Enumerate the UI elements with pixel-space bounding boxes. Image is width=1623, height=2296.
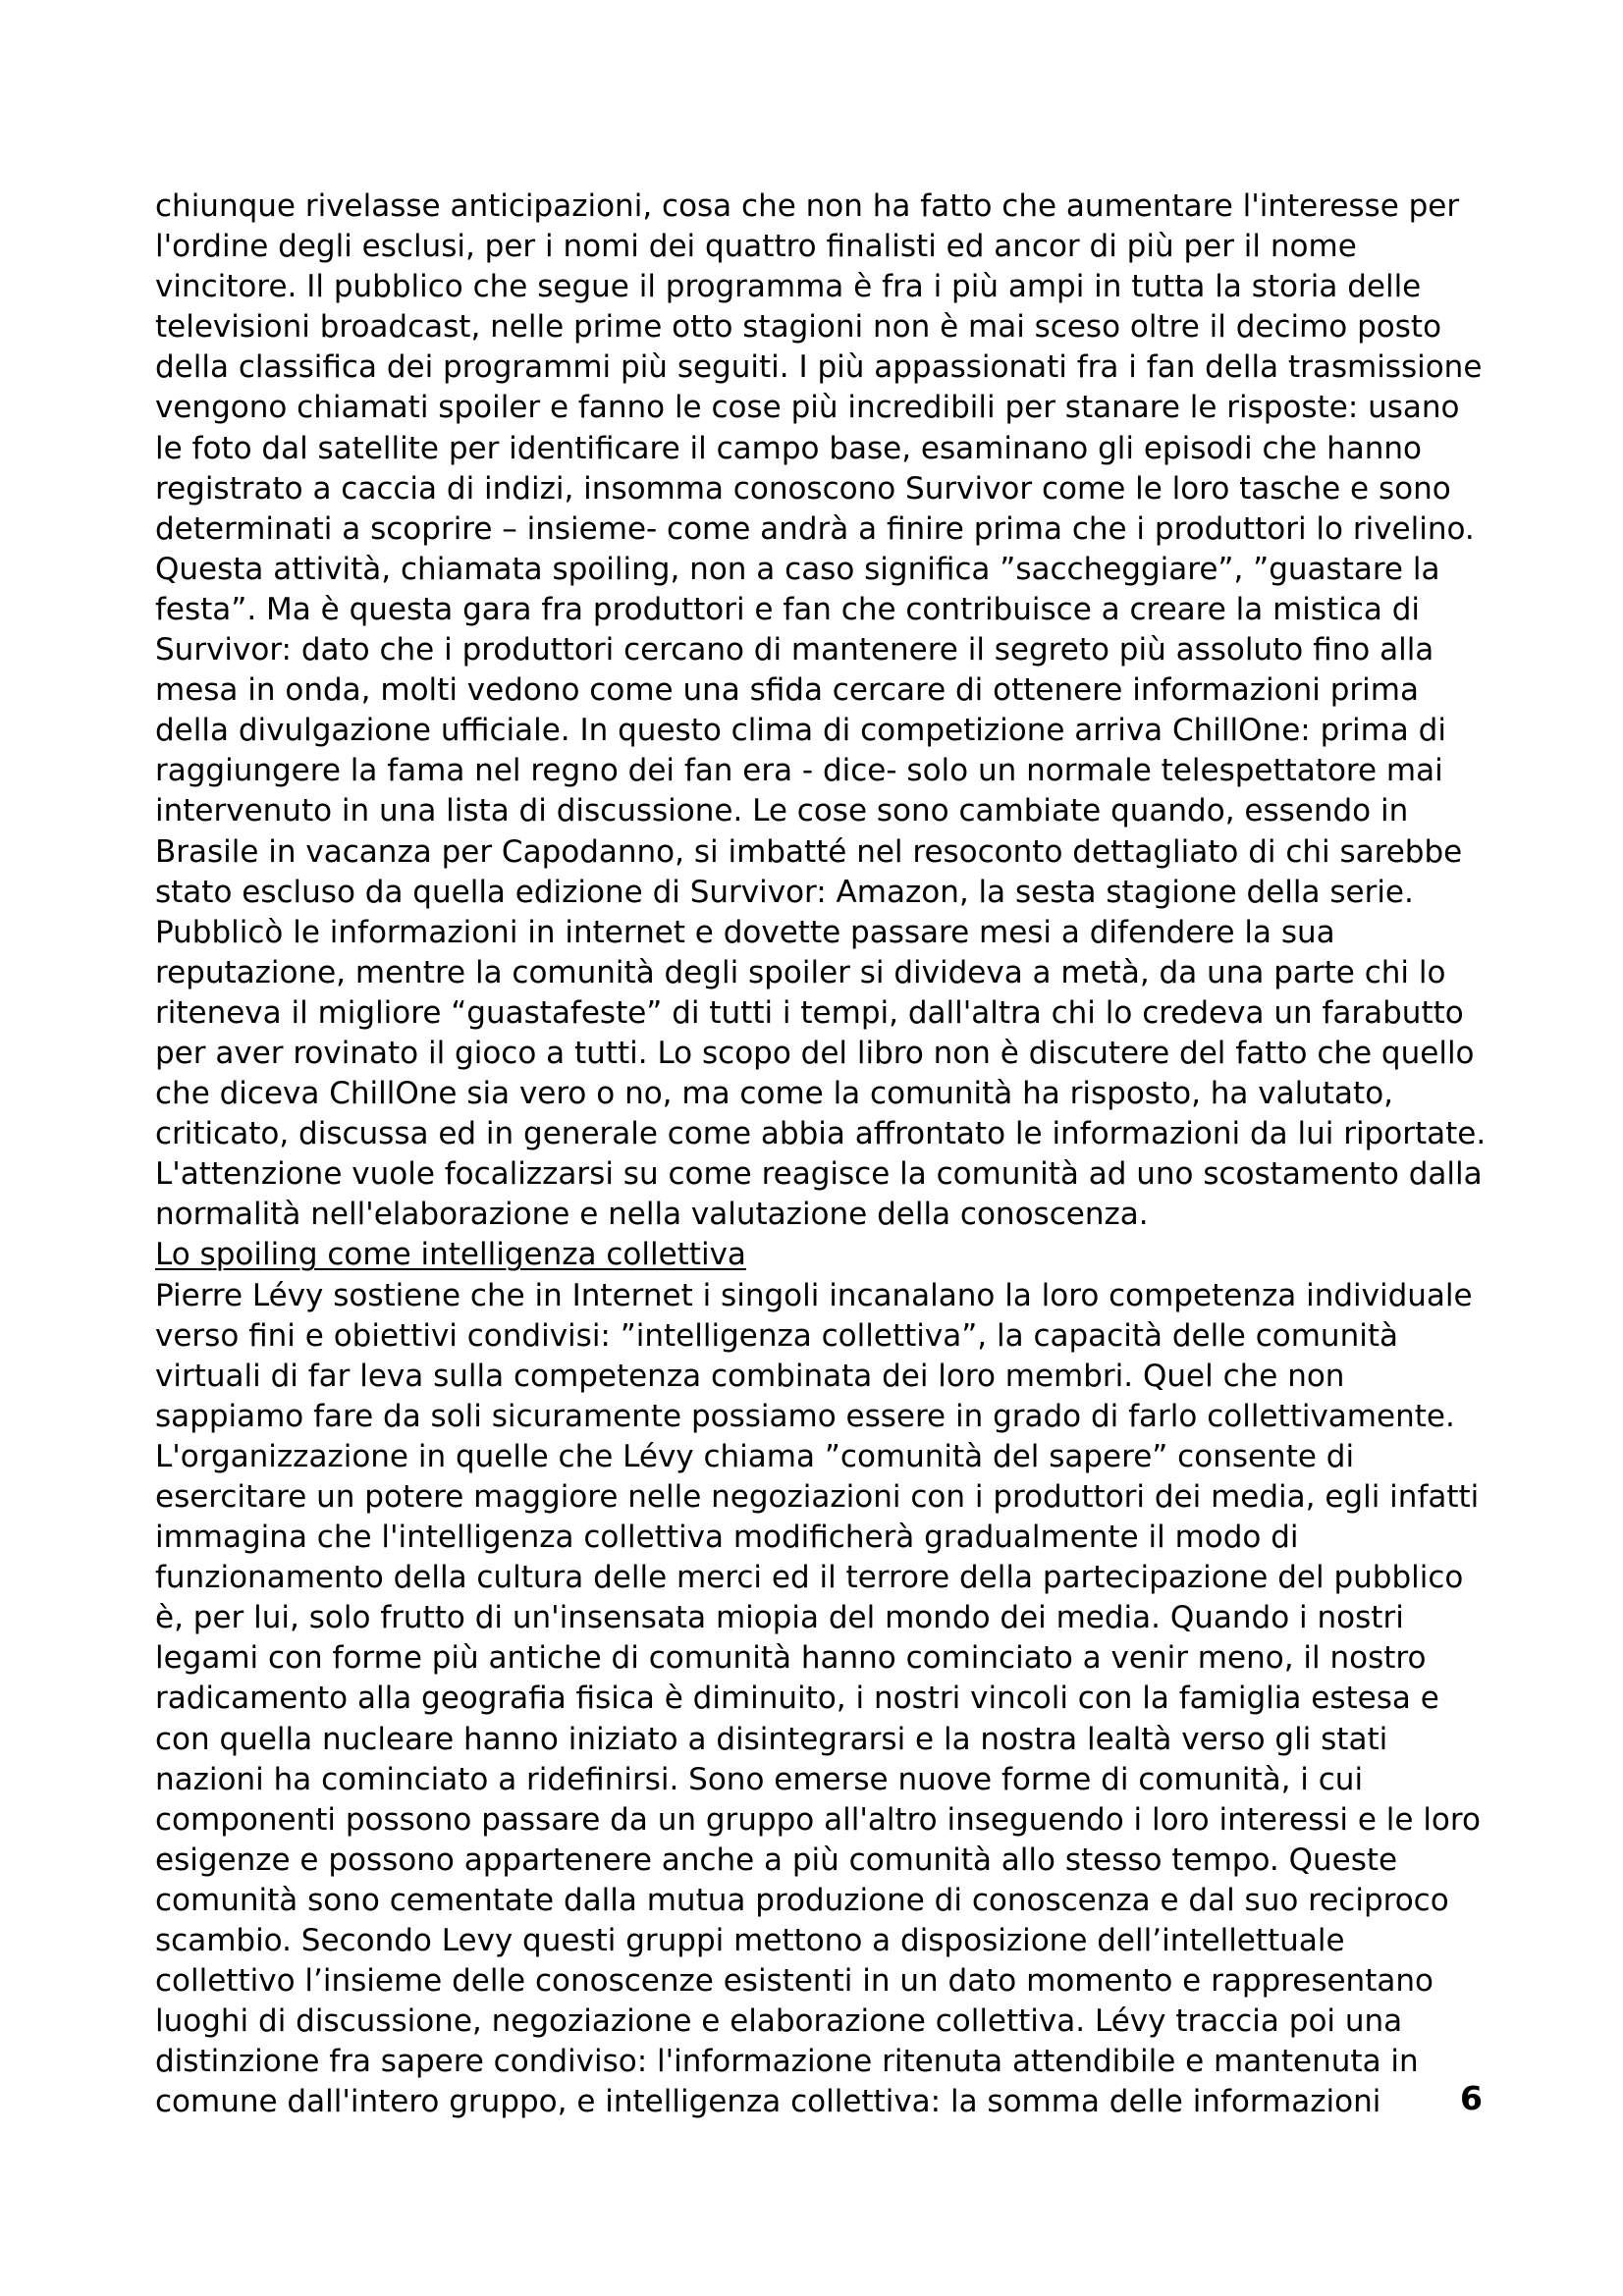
text-line: riteneva il migliore “guastafeste” di tutti i tempi, dall'altra chi lo credeva un farabutto <box>155 994 1464 1031</box>
paragraph-2 <box>155 1276 1481 2123</box>
text-line: della divulgazione ufficiale. In questo clima di competizione arriva ChillOne: prima di <box>155 713 1446 749</box>
section-heading-text: Lo spoiling come intelligenza collettiva <box>155 1237 746 1273</box>
text-line: Pubblicò le informazioni in internet e dovette passare mesi a difendere la sua <box>155 914 1335 950</box>
text-line: collettivo l’insieme delle conoscenze esistenti in un dato momento e rappresentano <box>155 1963 1434 2000</box>
text-line: raggiungere la fama nel regno dei fan era - dice- solo un normale telespettatore mai <box>155 753 1443 789</box>
text-line: distinzione fra sapere condiviso: l'informazione ritenuta attendibile e mantenuta in <box>155 2044 1419 2080</box>
text-line: verso fini e obiettivi condivisi: ”intelligenza collettiva”, la capacità delle comunità <box>155 1317 1398 1354</box>
text-line: con quella nucleare hanno iniziato a disintegrarsi e la nostra lealtà verso gli stati <box>155 1721 1388 1757</box>
text-line: sappiamo fare da soli sicuramente possiamo essere in grado di farlo collettivamente. <box>155 1398 1455 1434</box>
text-line: registrato a caccia di indizi, insomma conoscono Survivor come le loro tasche e sono <box>155 470 1451 507</box>
text-line: della classifica dei programmi più seguiti. I più appassionati fra i fan della trasmissione <box>155 349 1483 386</box>
page-number: 6 <box>1460 2079 1483 2117</box>
text-line: normalità nell'elaborazione e nella valutazione della conoscenza. <box>155 1197 1149 1233</box>
text-line: Pierre Lévy sostiene che in Internet i singoli incanalano la loro competenza individuale <box>155 1277 1473 1313</box>
text-line: stato escluso da quella edizione di Survivor: Amazon, la sesta stagione della serie. <box>155 874 1414 910</box>
text-line: le foto dal satellite per identificare il campo base, esaminano gli episodi che hanno <box>155 430 1422 466</box>
section-heading <box>155 1235 1471 1275</box>
text-line: mesa in onda, molti vedono come una sfida cercare di ottenere informazioni prima <box>155 672 1419 709</box>
text-line: nazioni ha cominciato a ridefinirsi. Sono emerse nuove forme di comunità, i cui <box>155 1761 1364 1797</box>
text-line: L'attenzione vuole focalizzarsi su come reagisce la comunità ad uno scostamento dalla <box>155 1156 1483 1193</box>
text-line: chiunque rivelasse anticipazioni, cosa che non ha fatto che aumentare l'interesse per <box>155 188 1460 224</box>
text-line: intervenuto in una lista di discussione. Le cose sono cambiate quando, essendo in <box>155 793 1409 829</box>
text-line: criticato, discussa ed in generale come abbia affrontato le informazioni da lui riportate. <box>155 1116 1487 1152</box>
text-line: funzionamento della cultura delle merci ed il terrore della partecipazione del pubblico <box>155 1560 1464 1596</box>
text-line: Questa attività, chiamata spoiling, non a caso significa ”saccheggiare”, ”guastare la <box>155 551 1440 587</box>
text-line: televisioni broadcast, nelle prime otto stagioni non è mai sceso oltre il decimo posto <box>155 309 1442 346</box>
text-line: festa”. Ma è questa gara fra produttori e fan che contribuisce a creare la mistica di <box>155 591 1421 627</box>
text-line: componenti possono passare da un gruppo all'altro inseguendo i loro interessi e le loro <box>155 1801 1481 1838</box>
text-line: vincitore. Il pubblico che segue il programma è fra i più ampi in tutta la storia delle <box>155 269 1422 305</box>
text-line: comunità sono cementate dalla mutua produzione di conoscenza e dal suo reciproco <box>155 1882 1449 1918</box>
text-line: scambio. Secondo Levy questi gruppi mettono a disposizione dell’intellettuale <box>155 1923 1345 1959</box>
text-line: Survivor: dato che i produttori cercano di mantenere il segreto più assoluto fino alla <box>155 632 1434 668</box>
text-line: L'organizzazione in quelle che Lévy chiama ”comunità del sapere” consente di <box>155 1438 1355 1474</box>
text-line: luoghi di discussione, negoziazione e elaborazione collettiva. Lévy traccia poi una <box>155 2003 1403 2040</box>
text-line: reputazione, mentre la comunità degli spoiler si divideva a metà, da una parte chi lo <box>155 954 1446 990</box>
text-line: legami con forme più antiche di comunità hanno cominciato a venir meno, il nostro <box>155 1640 1427 1677</box>
text-line: radicamento alla geografia fisica è diminuito, i nostri vincoli con la famiglia estesa e <box>155 1681 1439 1717</box>
paragraph-1 <box>155 187 1487 1235</box>
text-line: immagina che l'intelligenza collettiva modificherà gradualmente il modo di <box>155 1520 1299 1556</box>
text-line: l'ordine degli esclusi, per i nomi dei quattro finalisti ed ancor di più per il nome <box>155 229 1357 265</box>
text-line: è, per lui, solo frutto di un'insensata miopia del mondo dei media. Quando i nostri <box>155 1600 1404 1636</box>
text-line: vengono chiamati spoiler e fanno le cose più incredibili per stanare le risposte: usano <box>155 390 1460 426</box>
text-line: che diceva ChillOne sia vero o no, ma come la comunità ha risposto, ha valutato, <box>155 1076 1394 1112</box>
body-text <box>155 187 1487 2123</box>
text-line: Brasile in vacanza per Capodanno, si imbatté nel resoconto dettagliato di chi sarebbe <box>155 833 1463 870</box>
text-line: esigenze e possono appartenere anche a più comunità allo stesso tempo. Queste <box>155 1842 1398 1878</box>
text-line: determinati a scoprire – insieme- come andrà a finire prima che i produttori lo rivelino. <box>155 510 1475 547</box>
text-line: virtuali di far leva sulla competenza combinata dei loro membri. Quel che non <box>155 1358 1345 1394</box>
text-line: comune dall'intero gruppo, e intelligenza collettiva: la somma delle informazioni <box>155 2084 1381 2120</box>
text-line: esercitare un potere maggiore nelle negoziazioni con i produttori dei media, egli infatti <box>155 1479 1480 1515</box>
text-line: per aver rovinato il gioco a tutti. Lo scopo del libro non è discutere del fatto che quello <box>155 1035 1475 1071</box>
